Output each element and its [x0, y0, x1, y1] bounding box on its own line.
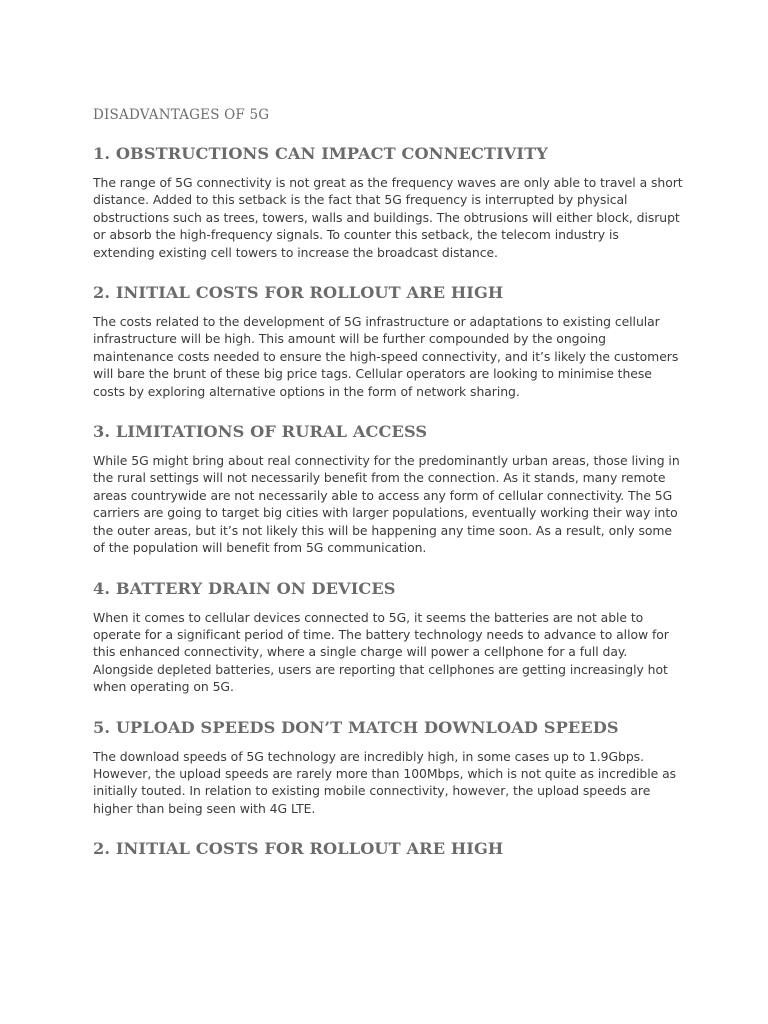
section-heading: 1. OBSTRUCTIONS CAN IMPACT CONNECTIVITY [93, 144, 548, 163]
section-initial-costs [93, 282, 683, 400]
section-initial-costs-repeat [93, 838, 683, 860]
section-obstructions [93, 143, 683, 261]
section-body: The download speeds of 5G technology are incredibly high, in some cases up to 1.9Gbps. However, the upload speeds are rarely more than 100Mbps, which is not quite as incredible as initially touted. In relation to existing mobile connectivity, however, the upload speeds are higher than being seen with 4G LTE. [93, 748, 677, 816]
section-body: The costs related to the development of 5G infrastructure or adaptations to existing cellular infrastructure will be high. This amount will be further compounded by the ongoing maintenance costs needed to ensure the high-speed connectivity, and it’s likely the customers will bare the brunt of these big price tags. Cellular operators are looking to minimise these costs by exploring alternative options in the form of network sharing. [93, 314, 679, 399]
section-rural-access [93, 421, 683, 556]
section-heading: 2. INITIAL COSTS FOR ROLLOUT ARE HIGH [93, 839, 504, 859]
document-title: DISADVANTAGES OF 5G [93, 107, 270, 123]
section-body: While 5G might bring about real connectivity for the predominantly urban areas, those living in the rural settings will not necessarily benefit from the connection. As it stands, many remote areas countrywide are not necessarily able to access any form of cellular connectivity. The 5G carriers are going to target big cities with larger populations, eventually working their way into the outer areas, but it’s not likely this will be happening any time soon. As a result, only some of the population will benefit from 5G communication. [93, 453, 680, 556]
section-heading: 3. LIMITATIONS OF RURAL ACCESS [93, 422, 428, 442]
section-heading: 2. INITIAL COSTS FOR ROLLOUT ARE HIGH [93, 283, 504, 303]
section-body: When it comes to cellular devices connected to 5G, it seems the batteries are not able to operate for a significant period of time. The battery technology needs to advance to allow for this enhanced connectivity, where a single charge will power a cellphone for a full day. Alongside depleted batteries, users are reporting that cellphones are getting increasingly hot when operating on 5G. [93, 609, 669, 695]
section-heading: 5. UPLOAD SPEEDS DON’T MATCH DOWNLOAD SPEEDS [93, 717, 619, 737]
section-heading: 4. BATTERY DRAIN ON DEVICES [93, 578, 396, 598]
section-battery-drain [93, 578, 683, 696]
document-page [93, 106, 683, 869]
section-upload-speeds [93, 717, 683, 818]
section-body: The range of 5G connectivity is not great as the frequency waves are only able to travel a short distance. Added to this setback is the fact that 5G frequency is interrupted by physical obstructions such as trees, towers, walls and buildings. The obtrusions will either block, disrupt or absorb the high-frequency signals. To counter this setback, the telecom industry is extending existing cell towers to increase the broadcast distance. [93, 175, 683, 260]
